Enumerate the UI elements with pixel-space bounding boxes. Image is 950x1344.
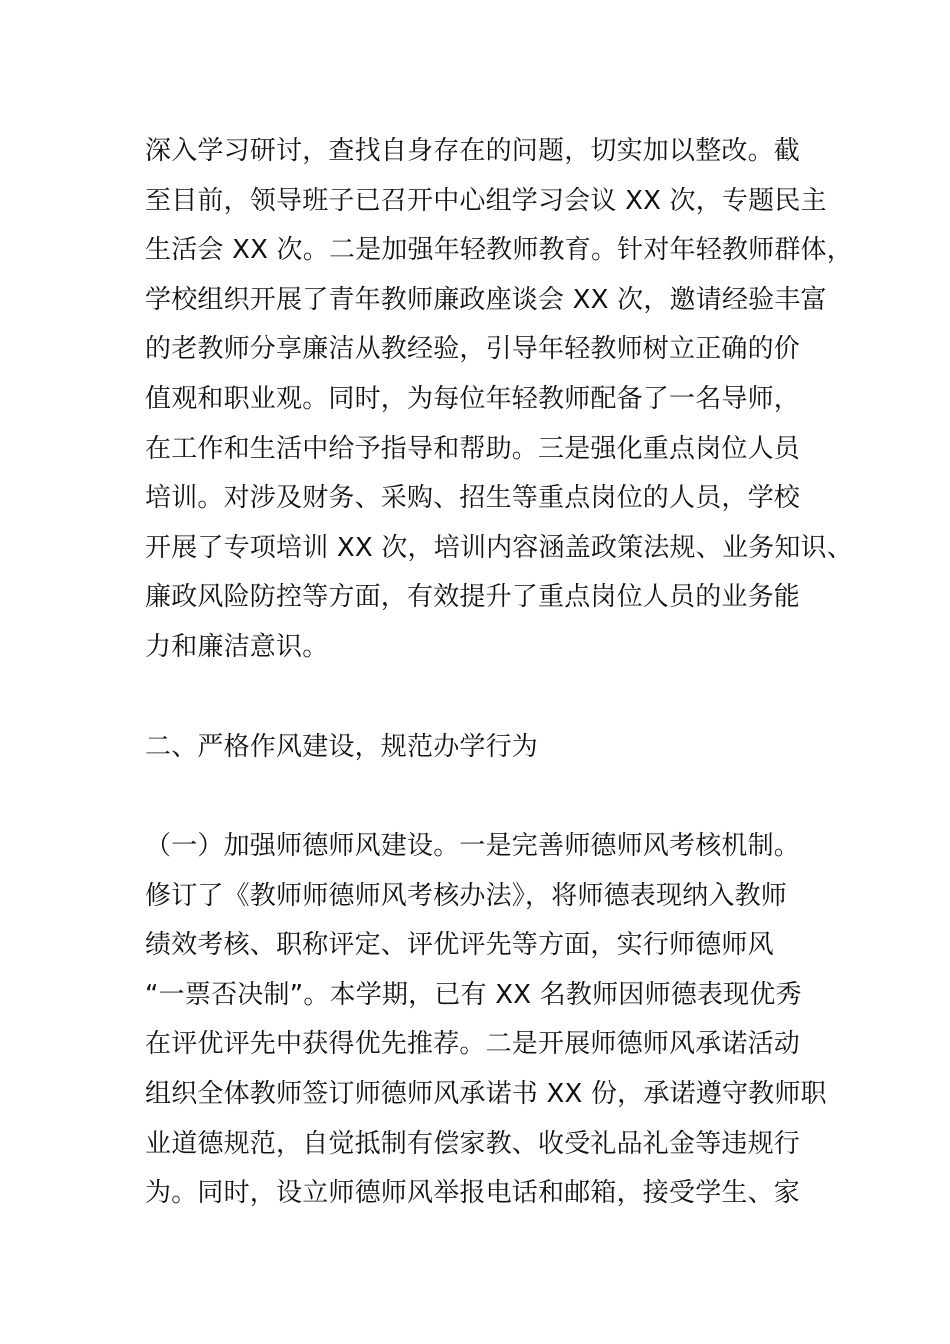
text-line: 在工作和生活中给予指导和帮助。三是强化重点岗位人员 xyxy=(145,433,801,464)
heading-line: 二、严格作风建设，规范办学行为 xyxy=(145,732,539,762)
text-line: 培训。对涉及财务、采购、招生等重点岗位的人员，学校 xyxy=(145,483,801,514)
text-line: 修订了《教师师德师风考核办法》，将师德表现纳入教师 xyxy=(145,880,788,911)
section-heading xyxy=(145,723,845,773)
text-line: 至目前，领导班子已召开中心组学习会议 XX 次，专题民主 xyxy=(145,185,827,216)
text-line: 组织全体教师签订师德师风承诺书 XX 份，承诺遵守教师职 xyxy=(145,1078,827,1109)
body-paragraph xyxy=(145,127,853,673)
body-paragraph xyxy=(145,822,845,1219)
text-line: “一票否决制”。本学期，已有 XX 名教师因师德表现优秀 xyxy=(145,979,802,1010)
text-line: 深入学习研讨，查找自身存在的问题，切实加以整改。截 xyxy=(145,136,801,166)
text-line: 开展了专项培训 XX 次，培训内容涵盖政策法规、业务知识、 xyxy=(145,532,853,563)
text-line: 廉政风险防控等方面，有效提升了重点岗位人员的业务能 xyxy=(145,582,801,613)
text-line: 业道德规范，自觉抵制有偿家教、收受礼品礼金等违规行 xyxy=(145,1128,801,1159)
text-line: 的老教师分享廉洁从教经验，引导年轻教师树立正确的价 xyxy=(145,334,801,365)
text-line: 在评优评先中获得优先推荐。二是开展师德师风承诺活动 xyxy=(145,1029,801,1060)
text-line: 值观和职业观。同时，为每位年轻教师配备了一名导师， xyxy=(145,383,801,414)
text-line: 绩效考核、职称评定、评优评先等方面，实行师德师风 xyxy=(145,930,774,961)
text-line: 力和廉洁意识。 xyxy=(145,631,329,662)
text-line: 生活会 XX 次。二是加强年轻教师教育。针对年轻教师群体， xyxy=(145,235,853,266)
text-line: （一）加强师德师风建设。一是完善师德师风考核机制。 xyxy=(145,831,801,861)
text-line: 为。同时，设立师德师风举报电话和邮箱，接受学生、家 xyxy=(145,1178,801,1209)
text-line: 学校组织开展了青年教师廉政座谈会 XX 次，邀请经验丰富 xyxy=(145,284,827,315)
